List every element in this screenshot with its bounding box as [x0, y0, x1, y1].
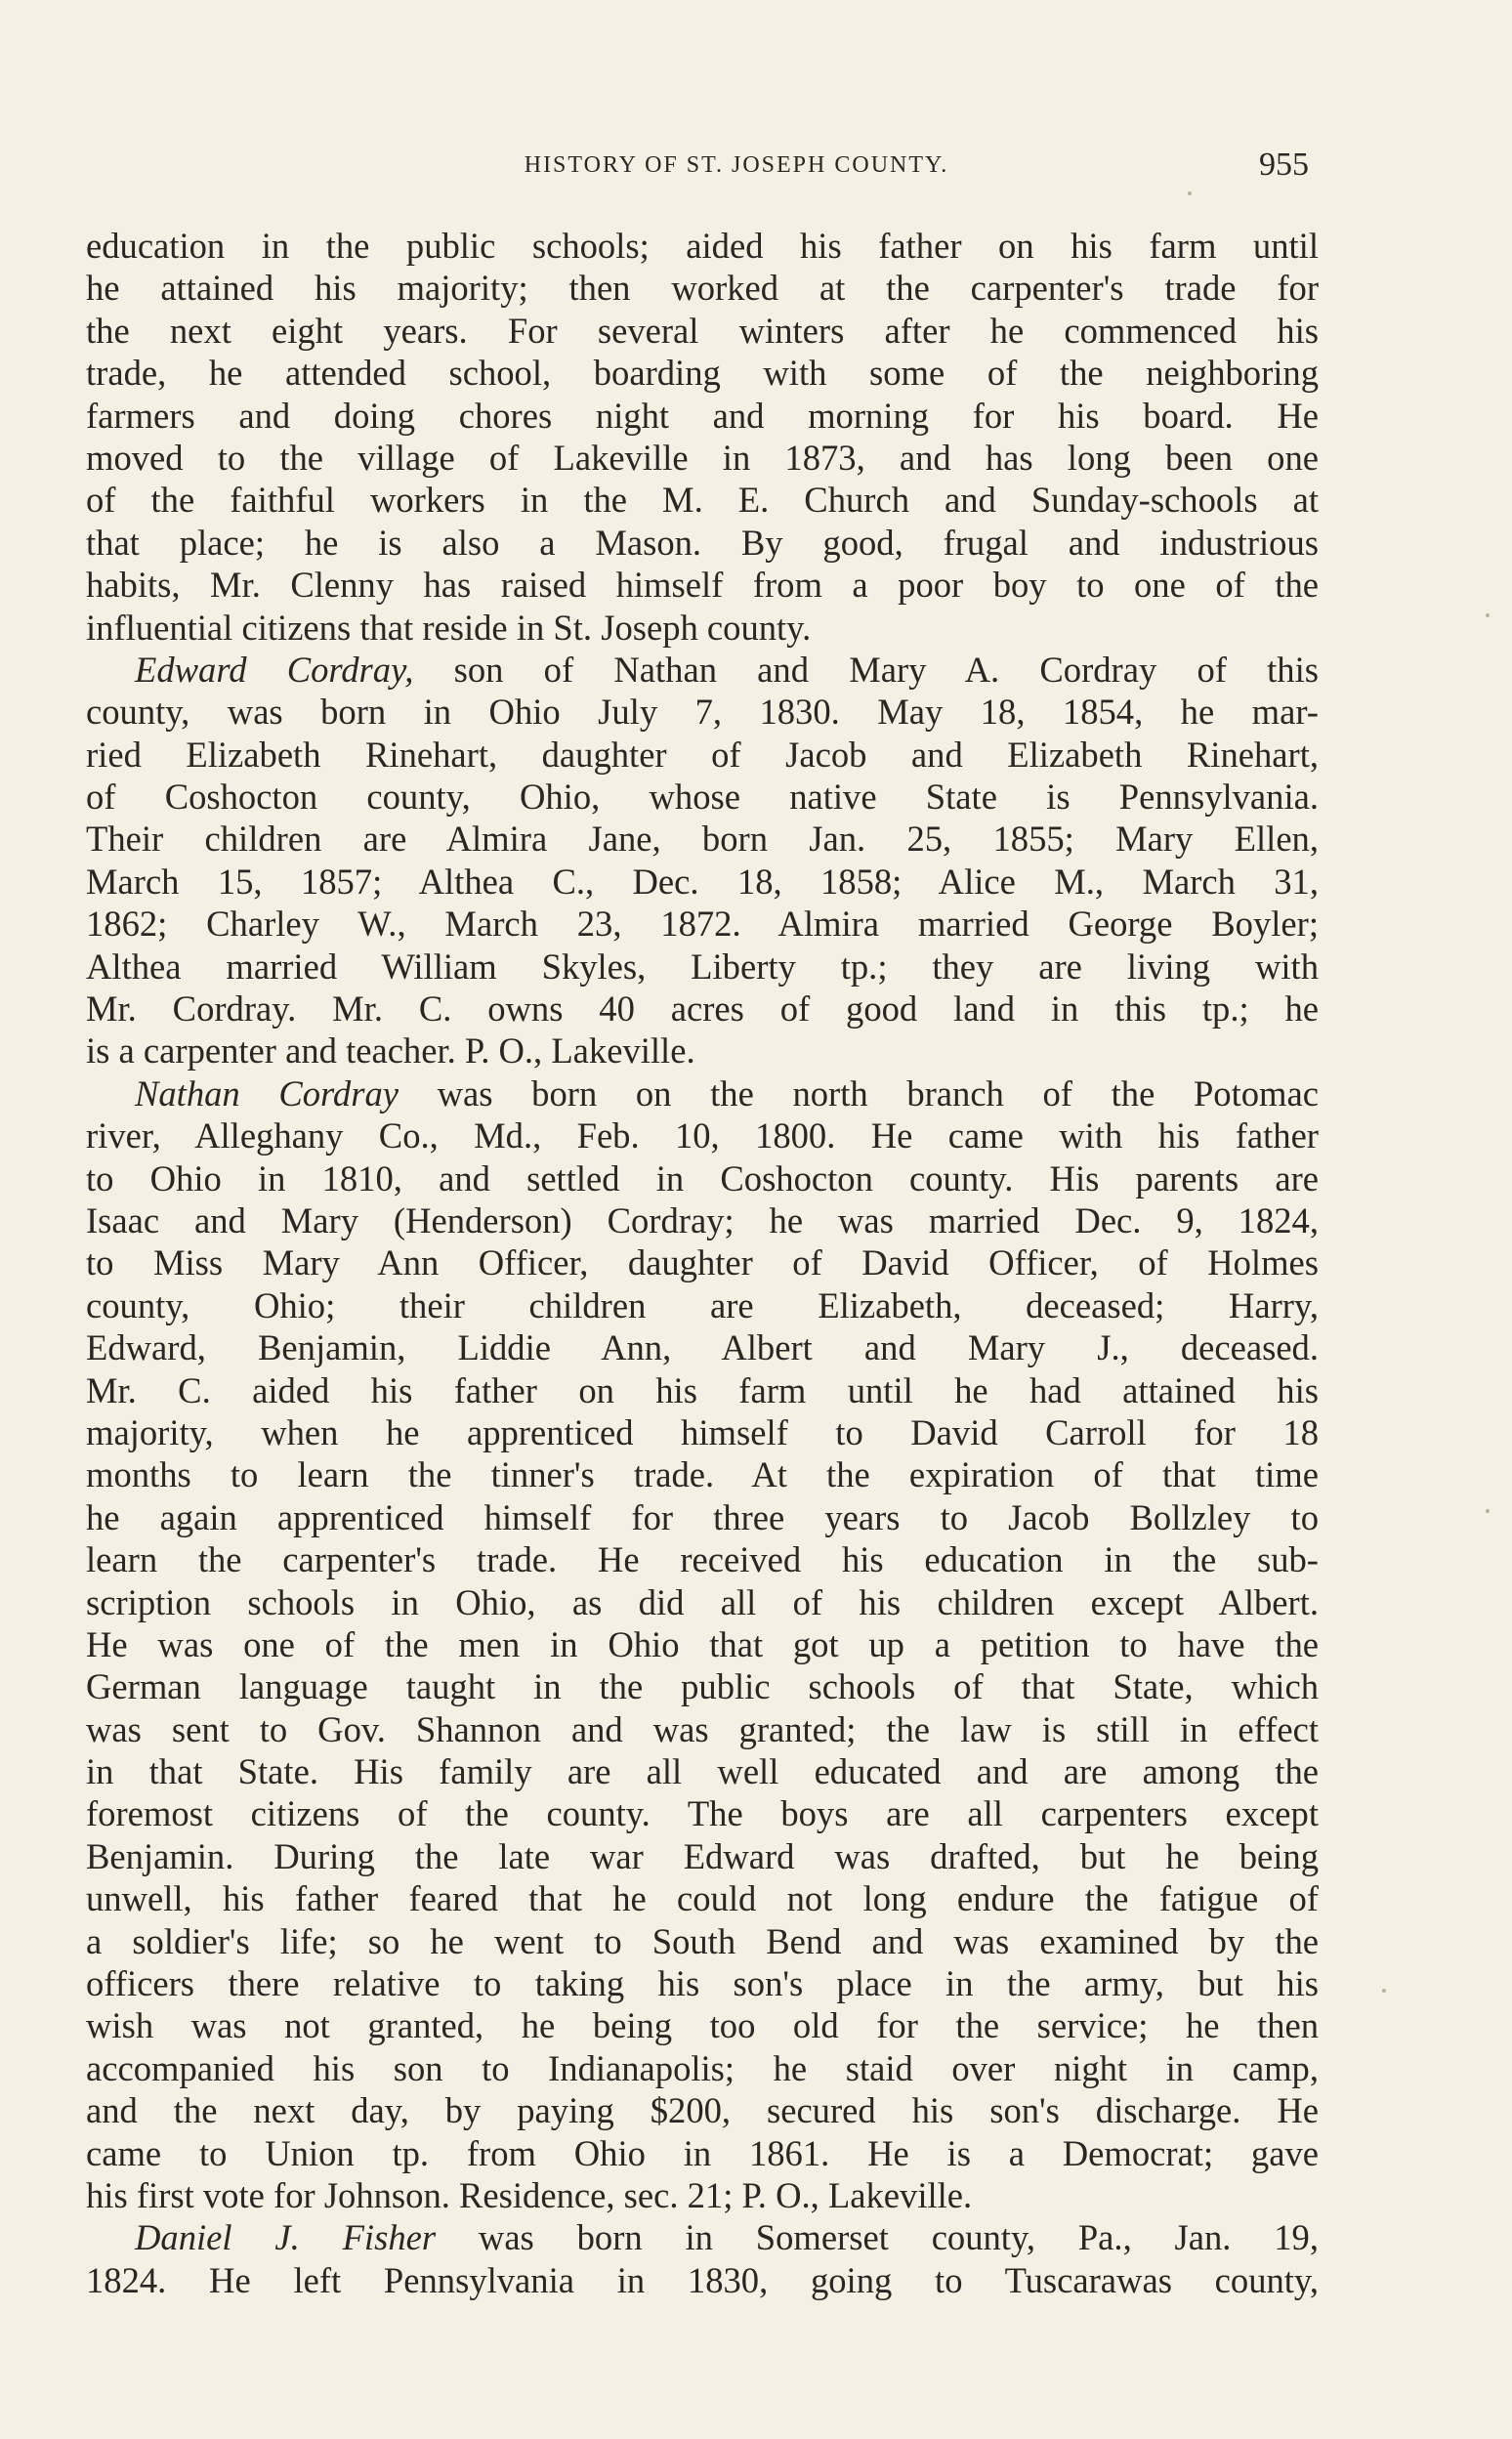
text-line: Benjamin. During the late war Edward was drafted, but he being — [86, 1835, 1319, 1876]
text-line: farmers and doing chores night and morning for his board. He — [86, 395, 1319, 436]
text-line: scription schools in Ohio, as did all of his children except Albert. — [86, 1581, 1319, 1622]
text-line: wish was not granted, he being too old for the service; he then — [86, 2005, 1319, 2046]
text-line: 1862; Charley W., March 23, 1872. Almira married George Boyler; — [86, 904, 1319, 945]
text-line: trade, he attended school, boarding with some of the neighboring — [86, 353, 1319, 394]
text-line: He was one of the men in Ohio that got up a petition to have the — [86, 1623, 1319, 1664]
text-line: accompanied his son to Indianapolis; he staid over night in camp, — [86, 2047, 1319, 2088]
text-line: his first vote for Johnson. Residence, sec. 21; P. O., Lakeville. — [86, 2174, 973, 2215]
text-line: habits, Mr. Clenny has raised himself from a poor boy to one of the — [86, 565, 1319, 606]
running-head-title: HISTORY OF ST. JOSEPH COUNTY. — [524, 152, 949, 178]
paper-speck — [1486, 613, 1490, 617]
text-line: that place; he is also a Mason. By good, frugal and industrious — [86, 522, 1319, 563]
text-line: influential citizens that reside in St. Joseph county. — [86, 607, 812, 648]
text-line: of Coshocton county, Ohio, whose native State is Pennsylvania. — [86, 777, 1319, 818]
entry-first-line-text: was born on the north branch of the Potomac — [437, 1072, 1319, 1114]
text-line: German language taught in the public schools of that State, which — [86, 1666, 1319, 1707]
text-line: Isaac and Mary (Henderson) Cordray; he was married Dec. 9, 1824, — [86, 1199, 1319, 1241]
text-line: months to learn the tinner's trade. At the expiration of that time — [86, 1454, 1319, 1495]
entry-first-line — [86, 649, 1319, 691]
entry-name: Nathan Cordray — [135, 1072, 399, 1114]
text-line: to Ohio in 1810, and settled in Coshocton county. His parents are — [86, 1157, 1319, 1198]
text-line: and the next day, by paying $200, secured his son's discharge. He — [86, 2090, 1319, 2131]
text-line: was sent to Gov. Shannon and was granted; the law is still in effect — [86, 1708, 1319, 1749]
entry-first-line-text: was born in Somerset county, Pa., Jan. 19, — [478, 2217, 1319, 2258]
entry-first-line — [86, 1072, 1319, 1114]
text-line: county, Ohio; their children are Elizabeth, deceased; Harry, — [86, 1284, 1319, 1325]
running-head — [86, 147, 1319, 189]
text-line: unwell, his father feared that he could not long endure the fatigue of — [86, 1878, 1319, 1919]
text-line: he attained his majority; then worked at the carpenter's trade for — [86, 268, 1319, 309]
text-line: is a carpenter and teacher. P. O., Lakeville. — [86, 1030, 695, 1072]
text-line: Their children are Almira Jane, born Jan. 25, 1855; Mary Ellen, — [86, 819, 1319, 860]
text-line: river, Alleghany Co., Md., Feb. 10, 1800. He came with his father — [86, 1115, 1319, 1156]
paper-speck — [1486, 1509, 1490, 1513]
entry-name: Edward Cordray, — [135, 649, 414, 690]
text-line: moved to the village of Lakeville in 1873, and has long been one — [86, 437, 1319, 478]
text-line: to Miss Mary Ann Officer, daughter of David Officer, of Holmes — [86, 1242, 1319, 1283]
text-line: officers there relative to taking his son's place in the army, but his — [86, 1963, 1319, 2004]
paper-speck — [1188, 191, 1192, 195]
text-line: of the faithful workers in the M. E. Church and Sunday-schools at — [86, 480, 1319, 521]
text-line: came to Union tp. from Ohio in 1861. He is a Democrat; gave — [86, 2132, 1319, 2173]
text-line: ried Elizabeth Rinehart, daughter of Jacob and Elizabeth Rinehart, — [86, 734, 1319, 775]
text-line: learn the carpenter's trade. He received his education in the sub- — [86, 1539, 1319, 1580]
body-text — [86, 225, 1319, 2301]
text-line: foremost citizens of the county. The boys are all carpenters except — [86, 1793, 1319, 1834]
text-line: a soldier's life; so he went to South Bend and was examined by the — [86, 1920, 1319, 1961]
text-line: March 15, 1857; Althea C., Dec. 18, 1858; Alice M., March 31, — [86, 861, 1319, 902]
page-number: 955 — [1259, 147, 1309, 183]
text-line: county, was born in Ohio July 7, 1830. May 18, 1854, he mar- — [86, 692, 1319, 733]
text-line: majority, when he apprenticed himself to David Carroll for 18 — [86, 1411, 1319, 1452]
paper-speck — [1382, 1989, 1386, 1993]
entry-first-line — [86, 2216, 1319, 2258]
entry-name: Daniel J. Fisher — [135, 2217, 437, 2258]
text-line: Mr. Cordray. Mr. C. owns 40 acres of good land in this tp.; he — [86, 988, 1319, 1030]
text-line: Edward, Benjamin, Liddie Ann, Albert and Mary J., deceased. — [86, 1327, 1319, 1368]
text-line: education in the public schools; aided his father on his farm until — [86, 226, 1319, 266]
text-line: the next eight years. For several winters after he commenced his — [86, 310, 1319, 351]
entry-first-line-text: son of Nathan and Mary A. Cordray of this — [453, 649, 1319, 690]
text-line: Mr. C. aided his father on his farm until he had attained his — [86, 1369, 1319, 1410]
text-line: he again apprenticed himself for three years to Jacob Bollzley to — [86, 1496, 1319, 1537]
text-line: in that State. His family are all well educated and are among the — [86, 1751, 1319, 1792]
text-line: 1824. He left Pennsylvania in 1830, going to Tuscarawas county, — [86, 2259, 1319, 2300]
text-line: Althea married William Skyles, Liberty tp.; they are living with — [86, 946, 1319, 987]
